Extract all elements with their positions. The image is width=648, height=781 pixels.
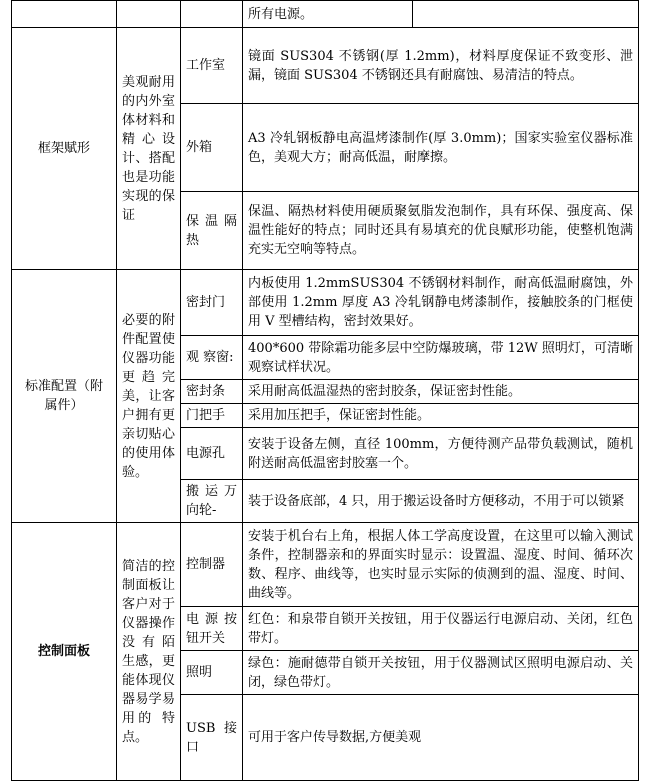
- summary-cell: 必要的附件配置使仪器功能更趋完美，让客户拥有更亲切贴心的使用体验。: [117, 270, 181, 523]
- item-cell: 密封条: [181, 380, 243, 404]
- desc-cell: A3 冷轧钢板静电高温烤漆制作(厚 3.0mm)；国家实验室仪器标准色，美观大方；耐高低温，耐摩擦。: [243, 104, 639, 192]
- desc-cell: 安装于设备左侧，直径 100mm，方便待测产品带负载测试，随机附送耐高低温密封胶塞一个。: [243, 428, 639, 480]
- item-cell: 控制器: [181, 523, 243, 607]
- category-cell: 框架赋形: [12, 28, 117, 270]
- table-row: [12, 270, 639, 336]
- desc-cell: 采用加压把手，保证密封性能。: [243, 404, 639, 428]
- spec-table: [11, 0, 639, 781]
- desc-cell: 400*600 带除霜功能多层中空防爆玻璃，带 12W 照明灯，可清晰观察试样状况。: [243, 336, 639, 380]
- category-cell: 标准配置（附属件）: [12, 270, 117, 523]
- desc-cell: 绿色：施耐德带自锁开关按钮，用于仪器测试区照明电源启动、关闭，绿色带灯。: [243, 651, 639, 695]
- item-cell: 照明: [181, 651, 243, 695]
- table-row: [12, 28, 639, 104]
- item-cell: 密封门: [181, 270, 243, 336]
- empty-cell: [12, 1, 117, 28]
- desc-cell: 安装于机台右上角，根据人体工学高度设置，在这里可以输入测试条件，控制器亲和的界面实时显示：设置温、湿度、时间、循环次数、程序、曲线等，也实时显示实际的侦测到的温、湿度、时间、曲线等。: [243, 523, 639, 607]
- desc-cell: 保温、隔热材料使用硬质聚氨脂发泡制作，具有环保、强度高、保温性能好的特点；同时还具有易填充的优良赋形功能，使整机饱满充实无空响等特点。: [243, 192, 639, 270]
- item-cell: 电源按钮开关: [181, 607, 243, 651]
- table-row: [12, 523, 639, 607]
- item-cell: 搬运万向轮-: [181, 480, 243, 523]
- item-cell: 观 察窗:: [181, 336, 243, 380]
- summary-cell: 简洁的控制面板让客户对于仪器操作没有陌 生感，更能体现仪器易学易用的 特点。: [117, 523, 181, 781]
- desc-cell: 可用于客户传导数据,方便美观: [243, 695, 639, 781]
- empty-cell: [117, 1, 181, 28]
- desc-cell: 内板使用 1.2mmSUS304 不锈钢材料制作，耐高低温耐腐蚀，外部使用 1.2mm 厚度 A3 冷轧钢静电烤漆制作，接触胶条的门框使用 V 型槽结构，密封效果好。: [243, 270, 639, 336]
- desc-cell: 采用耐高低温湿热的密封胶条，保证密封性能。: [243, 380, 639, 404]
- item-cell: USB 接口: [181, 695, 243, 781]
- category-cell: 控制面板: [12, 523, 117, 781]
- table-row-continuation: [12, 1, 639, 28]
- item-cell: 保温隔热: [181, 192, 243, 270]
- desc-cell: 红色：和泉带自锁开关按钮，用于仪器运行电源启动、关闭，红色带灯。: [243, 607, 639, 651]
- empty-cell: [181, 1, 243, 28]
- desc-cell: 装于设备底部，4 只，用于搬运设备时方便移动，不用于可以锁紧: [243, 480, 639, 523]
- item-cell: 外箱: [181, 104, 243, 192]
- summary-cell: 美观耐用的内外室体材料和精心设计、搭配也是功能实现的保证: [117, 28, 181, 270]
- item-cell: 门把手: [181, 404, 243, 428]
- desc-cell: 镜面 SUS304 不锈钢(厚 1.2mm)，材料厚度保证不致变形、泄漏，镜面 SUS304 不锈钢还具有耐腐蚀、易清洁的特点。: [243, 28, 639, 104]
- continuation-text: 所有电源。: [243, 1, 413, 28]
- item-cell: 工作室: [181, 28, 243, 104]
- item-cell: 电源孔: [181, 428, 243, 480]
- empty-cell: [413, 1, 639, 28]
